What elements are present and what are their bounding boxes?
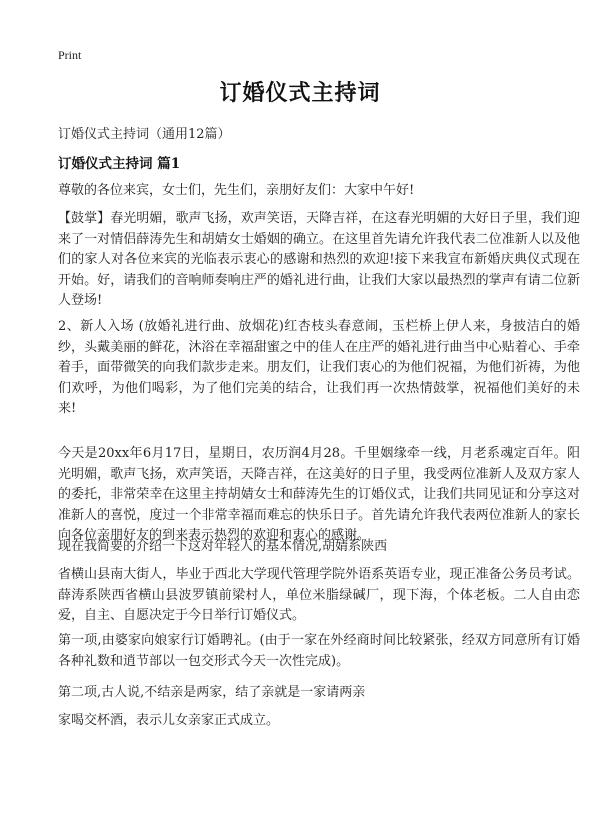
paragraph-step-one: 第一项,由婆家向娘家行订婚聘礼。(由于一家在外经商时间比较紧张，经双方同意所有订婚各种礼数和逍节部以一包交形式今天一次性完成)。 xyxy=(58,633,580,669)
paragraph-toast: 家喝交杯酒，表示儿女亲家正式成立。 xyxy=(58,713,280,728)
paragraph-intro: 现在我简要的介绍一下这对年轻人的基本情况,胡婧系陕西 xyxy=(58,539,388,554)
paragraph-date: 今天是20xx年6月17日，星期日，农历润4月28。千里姻缘牵一线，月老系魂定百年。阳光明媚，歌声飞扬，欢声笑语，天降吉祥，在这美好的日子里，我受两位准新人及双方家人的委托，非常荣幸在这里主持胡婧女士和薛涛先生的订婚仪式，让我们共同见证和分享这对准新人的喜悦，度过一个非常幸福而难忘的快乐日子。首先请允许我代表两位准新人的家长向各位亲朋好友的到来表示热烈的欢迎和衷心的感谢。 xyxy=(58,446,580,543)
document-subtitle: 订婚仪式主持词（通用12篇） xyxy=(58,127,231,142)
paragraph-entrance: 2、新人入场 (放婚礼进行曲、放烟花)红杏枝头春意闹，玉栏桥上伊人来，身披洁白的婚纱，头戴美丽的鲜花，沐浴在幸福甜蜜之中的佳人在庄严的婚礼进行曲当中心贴着心、手牵着手，面带微笑的向我们款步走来。朋友们，让我们衷心的为他们祝福，为他们祈祷，为他们欢呼，为他们喝彩，为了他们完美的结合，让我们再一次热情鼓掌，祝福他们美好的未来! xyxy=(58,319,580,416)
paragraph-bios: 省横山县南大街人，毕业于西北大学现代管理学院外语系英语专业，现正准备公务员考试。薛涛系陕西省横山县波罗镇前梁村人，单位米脂绿碱厂，现下海，个体老板。二人自由恋爱，自主、自愿决定于今日举行订婚仪式。 xyxy=(58,567,580,623)
document-title: 订婚仪式主持词 xyxy=(219,80,381,106)
print-link[interactable]: Print xyxy=(58,48,82,62)
paragraph-step-two: 第二项,古人说,不结亲是两家，结了亲就是一家请两亲 xyxy=(58,685,366,700)
section-heading: 订婚仪式主持词 篇1 xyxy=(58,156,181,172)
paragraph-greeting: 尊敬的各位来宾，女士们，先生们，亲朋好友们：大家中午好! xyxy=(58,183,415,198)
paragraph-opening: 【鼓掌】春光明媚，歌声飞扬，欢声笑语，天降吉祥，在这春光明媚的大好日子里，我们迎来了一对情侣薛涛先生和胡婧女士婚姻的确立。在这里首先请允许我代表二位准新人以及他们的家人对各位来宾的光临表示衷心的感谢和热烈的欢迎!接下来我宣布新婚庆典仪式现在开始。好，请我们的音响师奏响庄严的婚礼进行曲，让我们大家以最热烈的掌声有请二位新人登场! xyxy=(58,211,580,308)
